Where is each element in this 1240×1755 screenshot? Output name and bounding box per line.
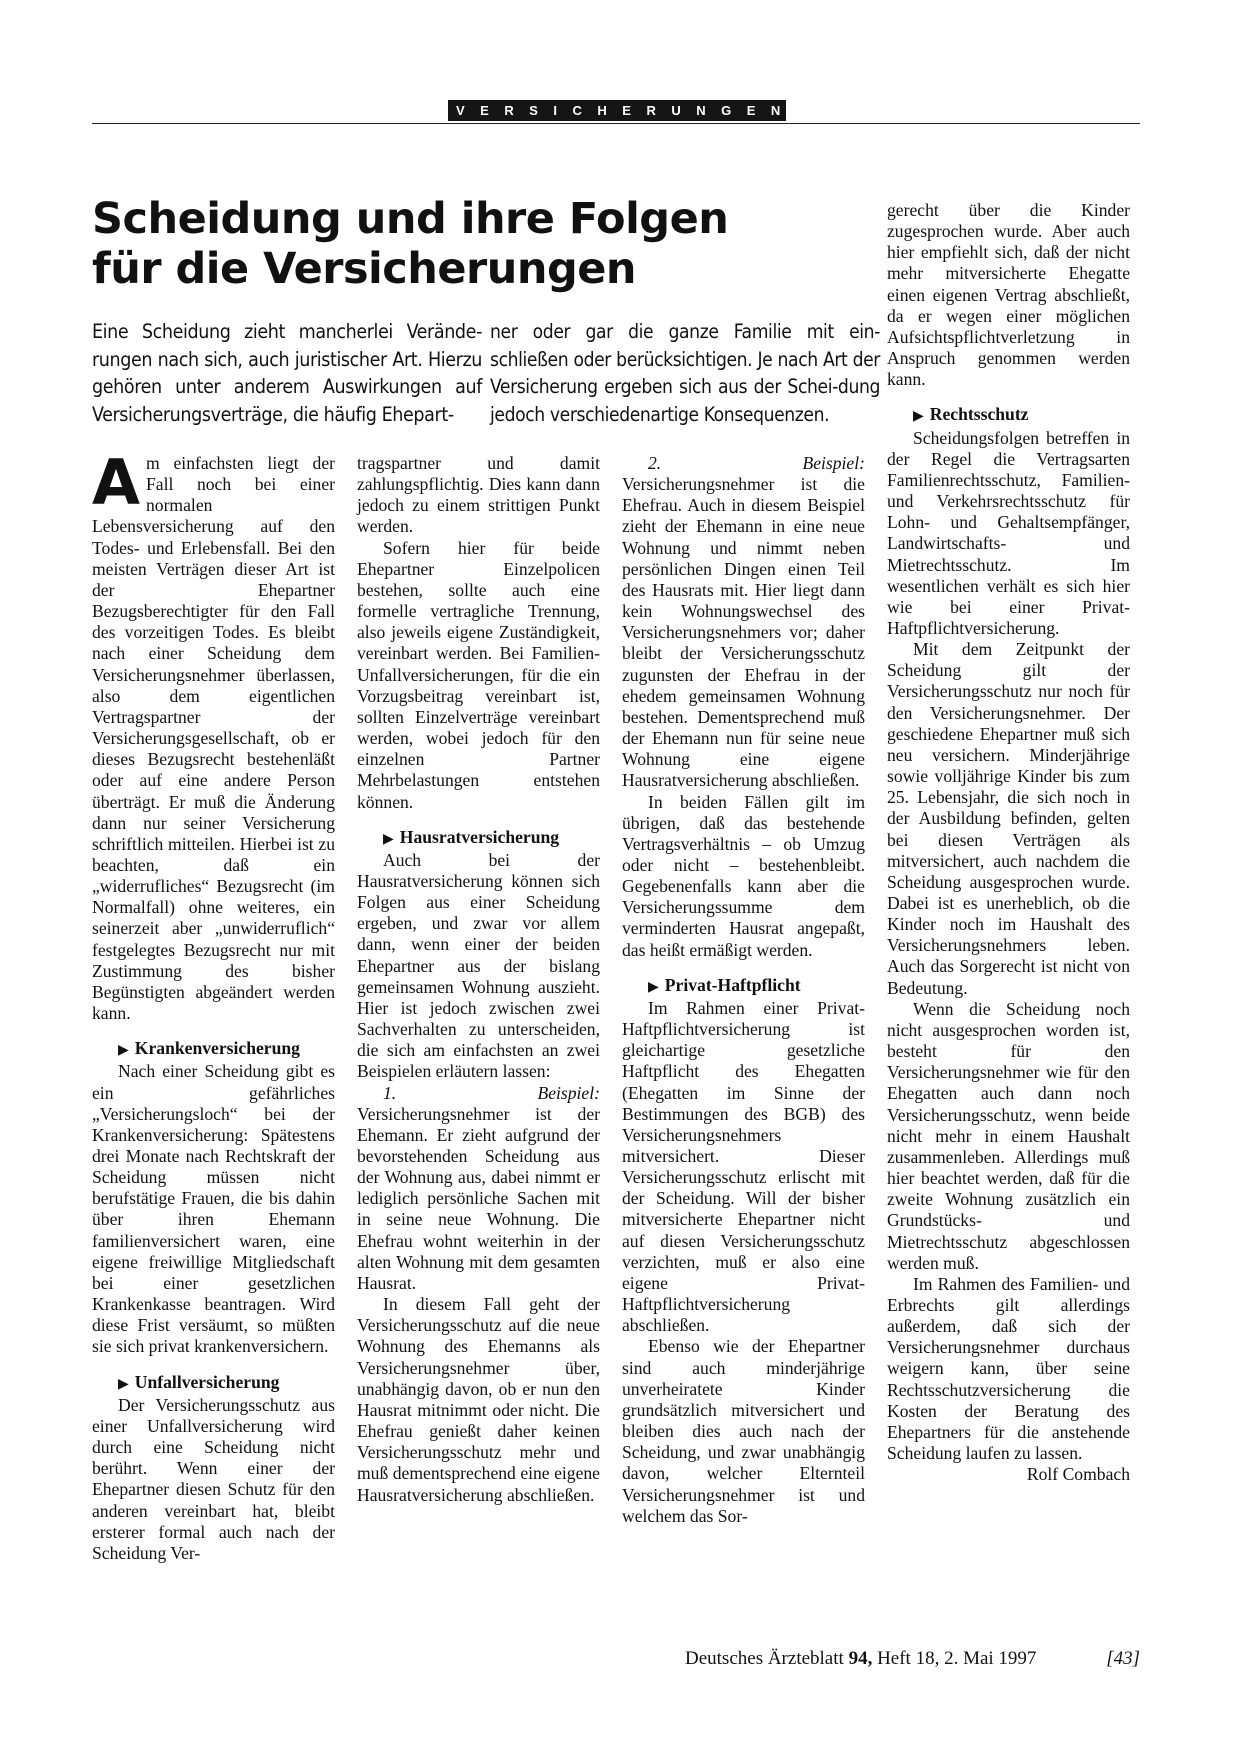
paragraph: tragspartner und damit zahlungspflichtig. Dies kann dann jedoch zu einem strittigen Punkt werden. (357, 453, 600, 537)
lead-right: ner oder gar die ganze Familie mit ein-schließen oder berücksichtigen. Je nach Art der Versicherung ergeben sich aus der Schei-dung jedoch verschiedenartige Konsequenzen. (490, 320, 880, 426)
volume: 94, (848, 1648, 873, 1669)
column-3 (622, 453, 865, 1527)
arrow-icon: ▶ (648, 979, 659, 995)
paragraph: Auch bei der Hausratversicherung können sich Folgen aus einer Scheidung ergeben, und zwar vor allem dann, wenn einer der beiden Ehepartner aus der bislang gemeinsamen Wohnung auszieht. Hier ist jedoch zwischen zwei Sachverhalten zu unterscheiden, die sich am einfachsten an zwei Beispielen erläutern lassen: (357, 849, 600, 1082)
paragraph: Im Rahmen einer Privat-Haftpflichtversicherung ist gleichartige gesetzliche Haftpflicht des Ehegatten (Ehegatten im Sinne der Bestimmungen des BGB) des Versicherungsnehmers mitversichert. Dieser Versicherungsschutz erlischt mit der Scheidung. Will der bisher mitversicherte Ehepartner nicht auf diesen Versicherungsschutz verzichten, muß er also eine eigene Privat-Haftpflichtversicherung abschließen. (622, 997, 865, 1336)
paragraph: Scheidungsfolgen betreffen in der Regel die Vertragsarten Familienrechtsschutz, Familien- und Verkehrsrechtsschutz für Lohn- und Gehaltsempfänger, Landwirtschafts- und Mietrechtsschutz. Im wesentlichen verhält es sich hier wie bei einer Privat-Haftpflichtversicherung. (887, 427, 1130, 638)
heading-hausratversicherung: ▶ Hausratversicherung (383, 826, 560, 847)
column-1 (92, 446, 335, 1564)
title-line-1: Scheidung und ihre Folgen (92, 194, 729, 244)
column-4 (887, 200, 1130, 1485)
article-title (92, 194, 792, 294)
paragraph: Im Rahmen des Familien- und Erbrechts gilt allerdings außerdem, daß sich der Versicherungsnehmer durchaus weigern kann, über seine Rechtsschutzversicherung die Kosten der Beratung des Ehepartners für die anstehende Scheidung laufen zu lassen. Rolf Combach (887, 1273, 1130, 1485)
paragraph: gerecht über die Kinder zugesprochen wurde. Aber auch hier empfiehlt sich, daß der nicht mehr mitversicherte Ehegatte einen eigenen Vertrag abschließt, da er wegen einer möglichen Aufsichtspflichtverletzung in Anspruch genommen werden kann. (887, 200, 1130, 390)
paragraph: Sofern hier für beide Ehepartner Einzelpolicen bestehen, sollte auch eine formelle vertragliche Trennung, also jeweils eigene Zuständigkeit, vereinbart werden. Bei Familien-Unfallversicherungen, für die ein Vorzugsbeitrag vereinbart ist, sollten Einzelverträge vereinbart werden, wobei jedoch für den einzelnen Partner Mehrbelastungen entstehen können. (357, 537, 600, 812)
intro-paragraph: Am einfachsten liegt der Fall noch bei einer normalen Lebensversicherung auf den Todes- und Erlebensfall. Bei den meisten Verträgen dieser Art ist der Ehepartner Bezugsberechtigter für den Fall des vorzeitigen Todes. Es bleibt nach einer Scheidung dem Versicherungsnehmer überlassen, also dem eigentlichen Vertragspartner der Versicherungsgesellschaft, ob er dieses Bezugsrecht bestehenläßt oder auf eine andere Person überträgt. Er muß die Änderung dann nur seiner Versicherung schriftlich mitteilen. Hierbei ist zu beachten, daß ein „widerrufliches“ Bezugsrecht (im Normalfall) ohne weiteres, ein seinerzeit aber „unwiderruflich“ festgelegtes Bezugsrecht nur mit Zustimmung des bisher Begünstigten abgeändert werden kann. (92, 446, 335, 1024)
example-2: 2. Beispiel: Versicherungsnehmer ist die Ehefrau. Auch in diesem Beispiel zieht der Ehemann in eine neue Wohnung und nimmt neben persönlichen Dingen einen Teil des Hausrats mit. Hier liegt dann kein Wohnungswechsel des Versicherungsnehmers vor; daher bleibt der Versicherungsschutz zugunsten der Ehefrau in der ehedem gemeinsamen Wohnung bestehen. Dementsprechend muß der Ehemann nun für seine neue Wohnung eine eigene Hausratversicherung abschließen. (622, 453, 865, 791)
arrow-icon: ▶ (383, 831, 394, 847)
lead-left: Eine Scheidung zieht mancherlei Verände-rungen nach sich, auch juristischer Art. Hierzu gehören unter anderem Auswirkungen auf Versicherungsverträge, die häufig Ehepart- (92, 320, 482, 426)
paragraph: In diesem Fall geht der Versicherungsschutz auf die neue Wohnung des Ehemanns als Versicherungsnehmer über, unabhängig davon, ob er nun den Hausrat mitnimmt oder nicht. Die Ehefrau genießt daher keinen Versicherungsschutz mehr und muß dementsprechend eine eigene Hausratversicherung abschließen. (357, 1294, 600, 1505)
section-tag: VERSICHERUNGEN (448, 100, 786, 121)
paragraph: In beiden Fällen gilt im übrigen, daß das bestehende Vertragsverhältnis – ob Umzug oder nicht – bestehenbleibt. Gegebenenfalls kann aber die Versicherungssumme dem verminderten Hausrat angepaßt, das heißt ermäßigt werden. (622, 791, 865, 960)
heading-privat-haftpflicht: ▶ Privat-Haftpflicht (648, 974, 801, 995)
arrow-icon: ▶ (118, 1376, 129, 1392)
journal-name: Deutsches Ärzteblatt (685, 1648, 844, 1669)
author-signature: Rolf Combach (1026, 1464, 1130, 1485)
heading-unfallversicherung: ▶ Unfallversicherung (118, 1371, 280, 1392)
arrow-icon: ▶ (913, 409, 924, 425)
footer (685, 1647, 1140, 1671)
arrow-icon: ▶ (118, 1043, 129, 1059)
issue: Heft 18, 2. Mai 1997 (877, 1648, 1037, 1669)
paragraph: Wenn die Scheidung noch nicht ausgesprochen worden ist, besteht für den Versicherungsnehmer wie für den Ehegatten auch dann noch Versicherungsschutz, wenn beide nicht mehr in einem Haushalt zusammenleben. Allerdings muß hier beachtet werden, daß für die zweite Wohnung zusätzlich ein Grundstücks- und Mietrechtsschutz abgeschlossen werden muß. (887, 998, 1130, 1273)
column-2 (357, 453, 600, 1506)
drop-cap: A (92, 446, 140, 519)
page-number: [43] (1106, 1648, 1140, 1669)
heading-krankenversicherung: ▶ Krankenversicherung (118, 1038, 300, 1059)
paragraph: Der Versicherungsschutz aus einer Unfallversicherung wird durch eine Scheidung nicht berührt. Wenn einer der Ehepartner diesen Schutz für den anderen vereinbart hat, bleibt ersterer formal auch nach der Scheidung Ver- (92, 1394, 335, 1563)
paragraph: Ebenso wie der Ehepartner sind auch minderjährige unverheiratete Kinder grundsätzlich mitversichert und bleiben dies auch nach der Scheidung, und zwar unabhängig davon, welcher Elternteil Versicherungsnehmer ist und welchem das Sor- (622, 1336, 865, 1526)
paragraph: Mit dem Zeitpunkt der Scheidung gilt der Versicherungsschutz nur noch für den Versicherungsnehmer. Der geschiedene Ehepartner muß sich neu versichern. Minderjährige sowie volljährige Kinder bis zum 25. Lebensjahr, die sich noch in der Ausbildung befinden, gelten bei diesen Verträgen als mitversichert, auch nachdem die Scheidung ausgesprochen wurde. Dabei ist es unerheblich, ob die Kinder noch im Haushalt des Versicherungsnehmers leben. Auch das Sorgerecht ist nicht von Bedeutung. (887, 639, 1130, 998)
example-1: 1. Beispiel: Versicherungsnehmer ist der Ehemann. Er zieht aufgrund der bevorstehenden Scheidung aus der Wohnung aus, dabei nimmt er lediglich persönliche Sachen mit in seine neue Wohnung. Die Ehefrau wohnt weiterhin in der alten Wohnung mit dem gesamten Hausrat. (357, 1082, 600, 1293)
paragraph: Nach einer Scheidung gibt es ein gefährliches „Versicherungsloch“ bei der Krankenversicherung: Spätestens drei Monate nach Rechtskraft der Scheidung müssen nicht berufstätige Frauen, die bis dahin über ihren Ehemann familienversichert waren, eine eigene freiwillige Mitgliedschaft bei einer gesetzlichen Krankenkasse beantragen. Wird diese Frist versäumt, so müßten sie sich privat krankenversichern. (92, 1061, 335, 1357)
heading-rechtsschutz: ▶ Rechtsschutz (913, 404, 1029, 425)
title-line-2: für die Versicherungen (92, 244, 637, 294)
